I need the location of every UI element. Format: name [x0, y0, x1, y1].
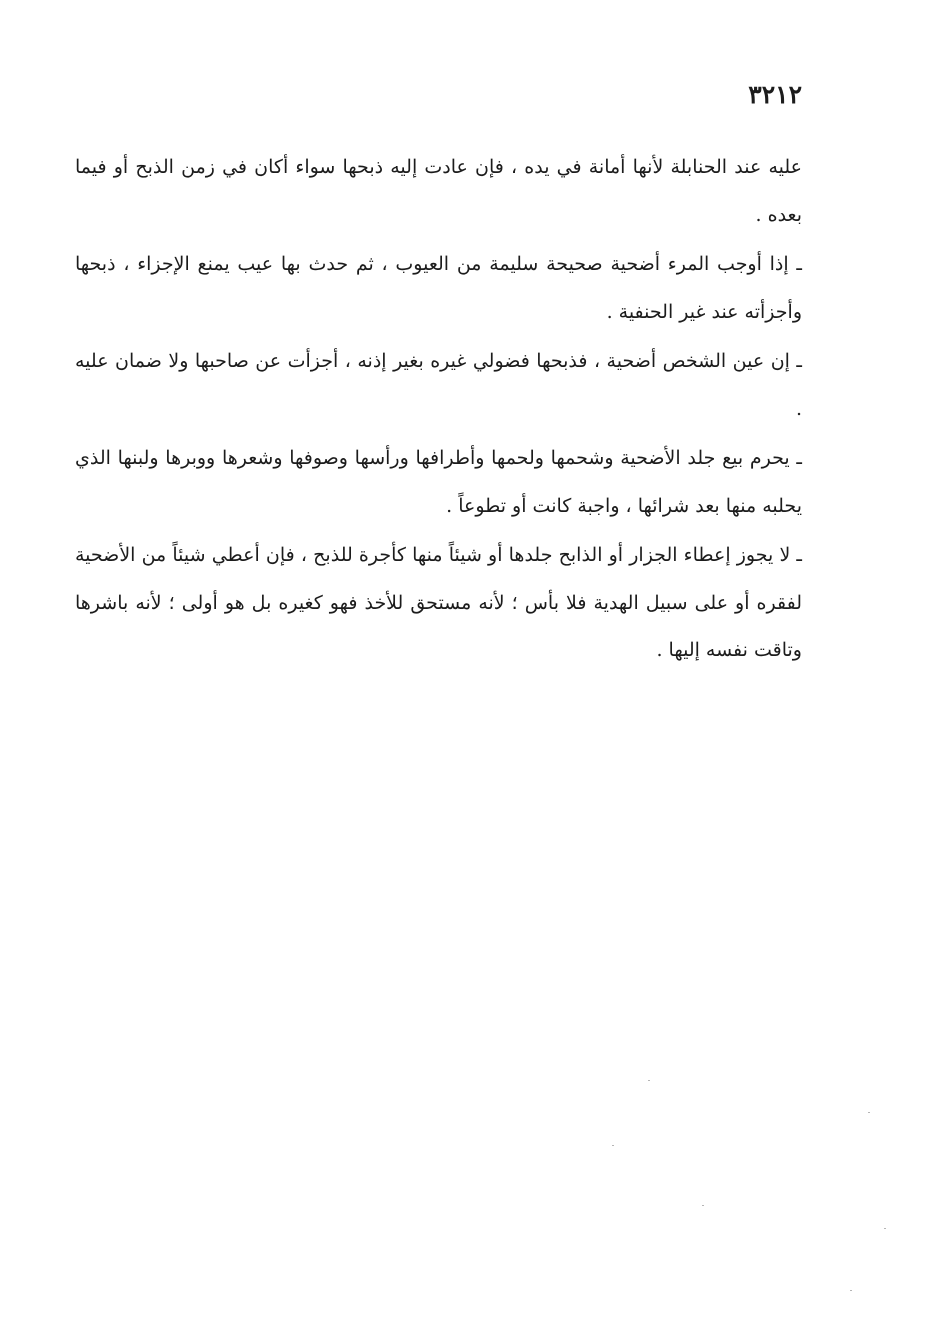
paragraph-prohibited-sale: ـ يحرم بيع جلد الأضحية وشحمها ولحمها وأطرافها ورأسها وصوفها وشعرها ووبرها ولبنها الذي يحلبه منها بعد شرائها ، واجبة كانت أو تطوعاً . — [75, 447, 802, 517]
paragraph-defect-after-obligation: ـ إذا أوجب المرء أضحية صحيحة سليمة من العيوب ، ثم حدث بها عيب يمنع الإجزاء ، ذبحها وأجزأته عند غير الحنفية . — [75, 253, 802, 323]
scan-speck — [648, 1080, 650, 1081]
scan-speck — [868, 1112, 870, 1113]
paragraph-slaughter-without-permission: ـ إن عين الشخص أضحية ، فذبحها فضولي غيره بغير إذنه ، أجزأت عن صاحبها ولا ضمان عليه . — [75, 350, 802, 420]
paragraph-butcher-payment: ـ لا يجوز إعطاء الجزار أو الذابح جلدها أو شيئاً منها كأجرة للذبح ، فإن أعطي شيئاً من الأضحية لفقره أو على سبيل الهدية فلا بأس ؛ لأنه مستحق للأخذ فهو كغيره بل هو أولى ؛ لأنه باشرها وتاقت نفسه إليها . — [75, 544, 802, 661]
scan-speck — [850, 1290, 852, 1291]
scan-speck — [612, 1145, 614, 1146]
scan-speck — [702, 1205, 704, 1206]
page-number: ٣٢١٢ — [748, 80, 802, 109]
scan-speck — [884, 1228, 886, 1229]
body-text — [75, 144, 802, 675]
paragraph-continuation: عليه عند الحنابلة لأنها أمانة في يده ، فإن عادت إليه ذبحها سواء أكان في زمن الذبح أو فيما بعده . — [75, 156, 802, 226]
